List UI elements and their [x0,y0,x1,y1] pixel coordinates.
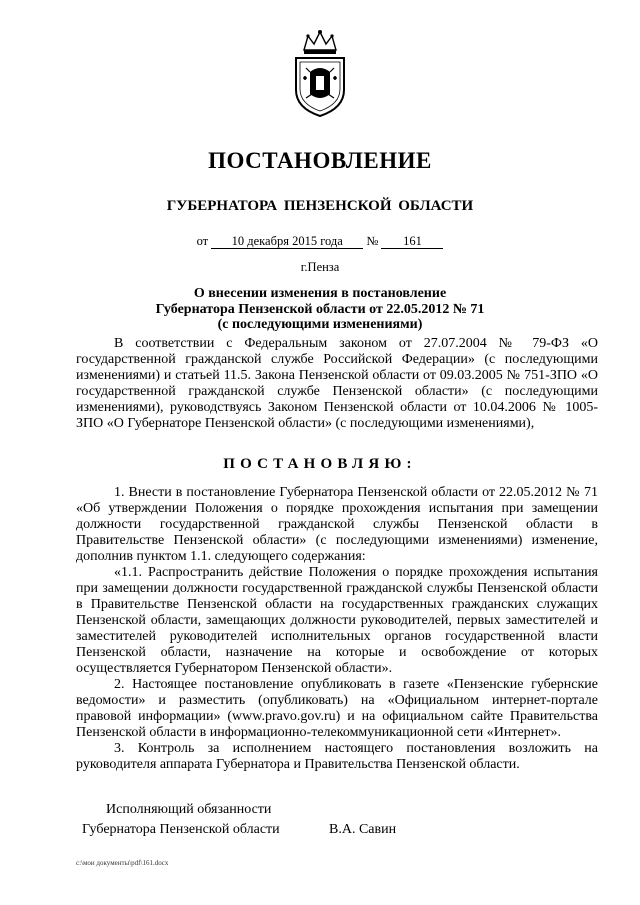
number-prefix: № [366,234,379,248]
intro-paragraph: В соответствии с Федеральным законом от 27.07.2004 № 79-ФЗ «О государственной гражданской службе Российской Федерации» (с последующими изменениями) и статьей 11.5. Закона Пензенской области от 09.03.2005 № 751-ЗПО «О государственной гражданской службе Пензенской области» (с последующими изменениями), руководствуясь Законом Пензенской области от 10.04.2006 № 1005-ЗПО «О Губернаторе Пензенской области» (с последующими изменениями), [76,336,598,431]
heading-line: (с последующими изменениями) [217,317,423,332]
file-path-footer: c:\мои документы\pdf\161.docx [76,859,169,867]
signature-office: Губернатора Пензенской области [82,822,280,837]
paragraph: 1. Внести в постановление Губернатора Пензенской области от 22.05.2012 № 71 «Об утверждении Положения о порядке прохождения испытания при замещении должности государственной гражданской службы Пензенской области в Правительстве Пензенской области» (с последующими изменениями) изменение, дополнив пунктом 1.1. следующего содержания: [76,485,598,564]
date-line [0,234,640,249]
city: г.Пенза [300,260,340,274]
date-prefix: от [196,234,209,248]
issuer-title: ГУБЕРНАТОРА ПЕНЗЕНСКОЙ ОБЛАСТИ [166,198,474,214]
document-date: 10 декабря 2015 года [211,234,363,249]
document-number: 161 [381,234,443,249]
paragraph: 2. Настоящее постановление опубликовать в газете «Пензенские губернские ведомости» и разместить (опубликовать) на «Официальном интернет-портале правовой информации» (www.pravo.gov.ru) и на официальном сайте Правительства Пензенской области в информационно-телекоммуникационной сети «Интернет». [76,677,598,740]
paragraph: 3. Контроль за исполнением настоящего постановления возложить на руководителя аппарата Губернатора и Правительства Пензенской области. [76,741,598,772]
decree-word: ПОСТАНОВЛЯЮ: [223,456,417,472]
signature-name: В.А. Савин [329,822,397,837]
document-title: ПОСТАНОВЛЕНИЕ [208,148,432,173]
heading-line: Губернатора Пензенской области от 22.05.2012 № 71 [155,301,485,317]
paragraph: «1.1. Распространить действие Положения о порядке прохождения испытания при замещении должности государственной гражданской службы Пензенской области в Правительстве Пензенской области на государственных гражданских служащих Пензенской области, замещающих должности руководителей, первых заместителей и заместителей руководителей исполнительных органов государственной власти Пензенской области, назначение на которые и освобождение от которых осуществляется Губернатором Пензенской области». [76,565,598,676]
coat-of-arms-icon [290,28,350,118]
document-heading [0,286,640,333]
heading-line: О внесении изменения в постановление [193,286,447,301]
decree-items [76,485,598,773]
signature-position: Исполняющий обязанности [106,802,272,817]
